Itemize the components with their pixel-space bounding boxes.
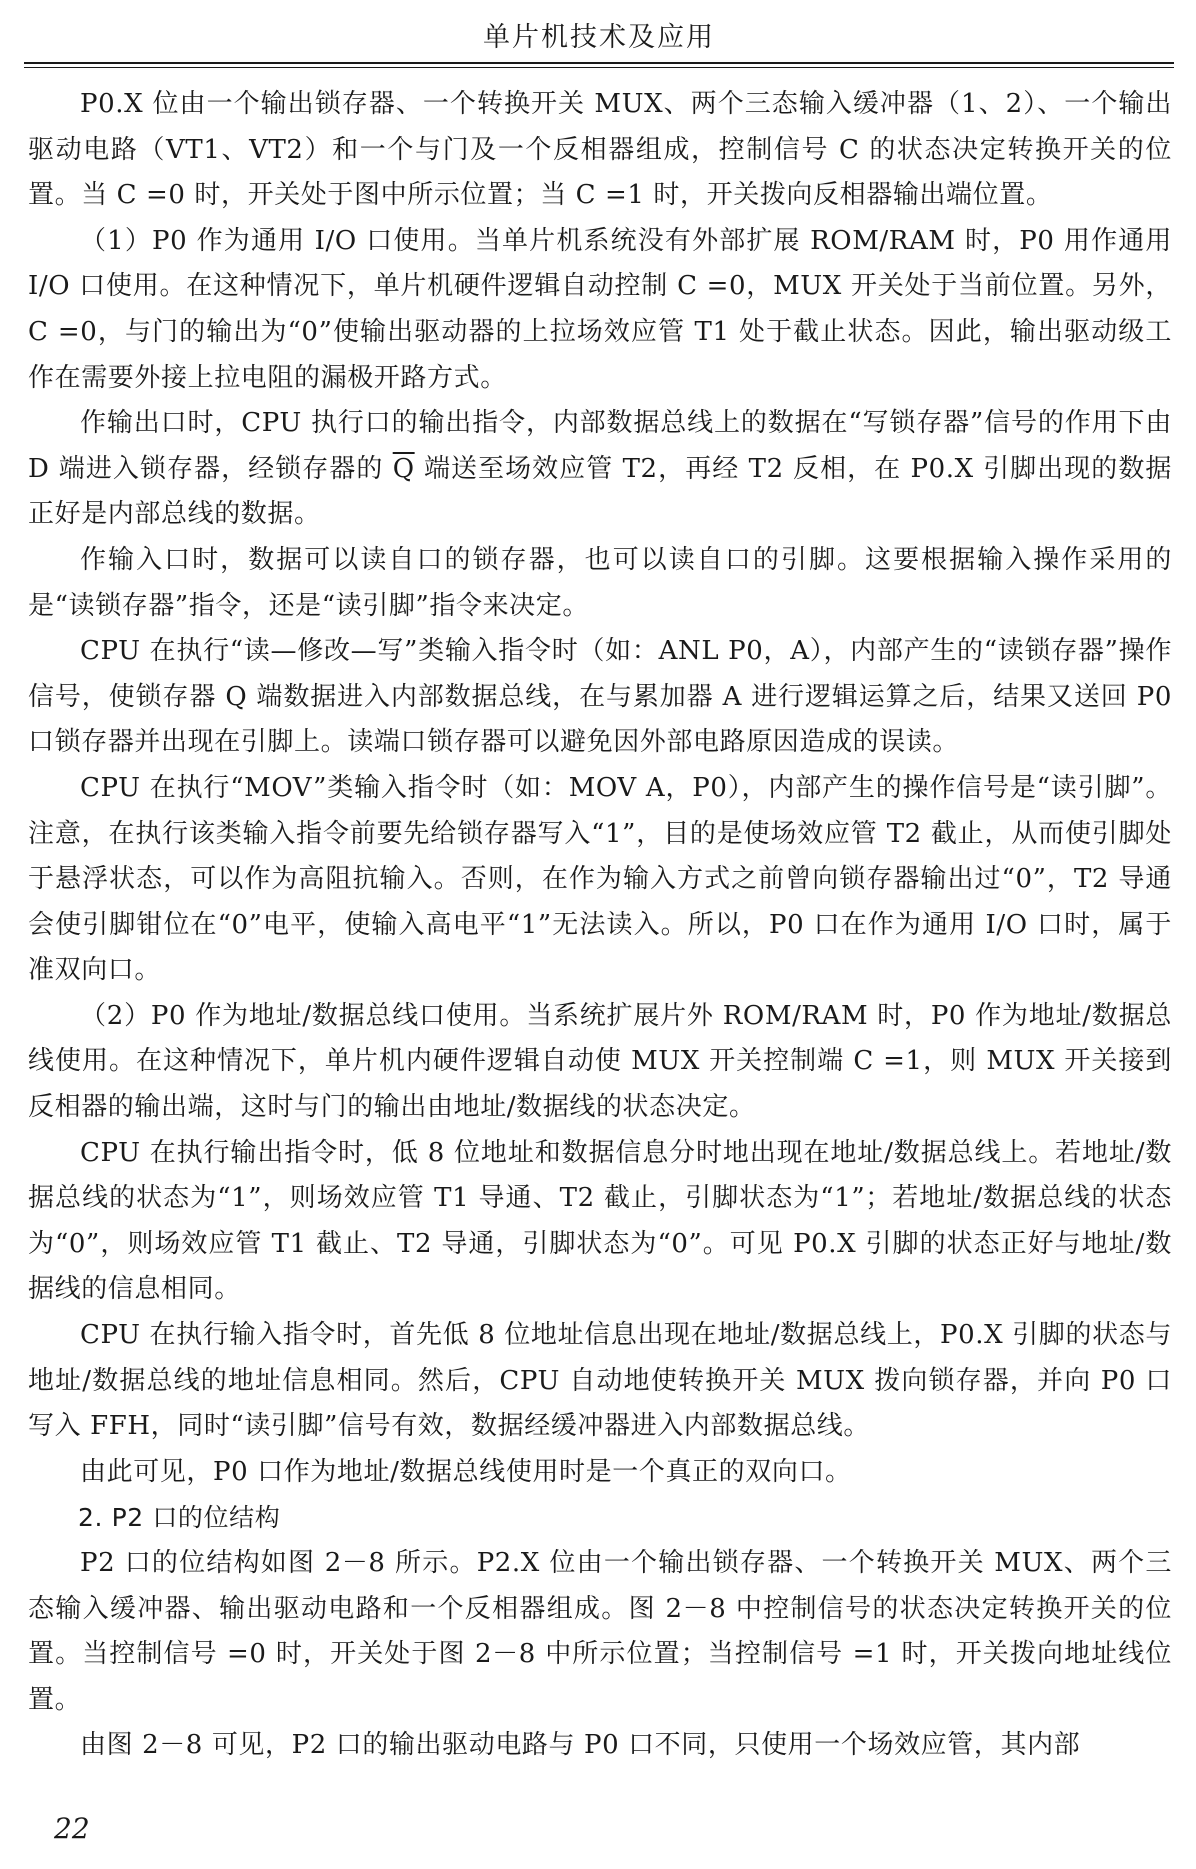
- paragraph-text: 端送至场效应管 T2，再经 T2 反相，在 P0.X 引脚出现的数据正好是内部总线的数据。: [28, 453, 1172, 530]
- section-heading: 2. P2 口的位结构: [78, 1503, 281, 1533]
- paragraph: CPU 在执行“读—修改—写”类输入指令时（如：ANL P0，A），内部产生的“读锁存器”操作信号，使锁存器 Q 端数据进入内部数据总线，在与累加器 A 进行逻辑运算之后，结果又送回 P0 口锁存器并出现在引脚上。读端口锁存器可以避免因外部电路原因造成的误读。: [28, 636, 1172, 758]
- paragraph: P2 口的位结构如图 2－8 所示。P2.X 位由一个输出锁存器、一个转换开关 MUX、两个三态输入缓冲器、输出驱动电路和一个反相器组成。图 2－8 中控制信号的状态决定转换开关的位置。当控制信号 =0 时，开关处于图 2－8 中所示位置；当控制信号 =1 时，开关拨向地址线位置。: [28, 1548, 1172, 1715]
- page-number: 22: [54, 1812, 90, 1845]
- body-text: [28, 82, 1172, 1769]
- paragraph: CPU 在执行输出指令时，低 8 位地址和数据信息分时地出现在地址/数据总线上。若地址/数据总线的状态为“1”，则场效应管 T1 导通、T2 截止，引脚状态为“1”；若地址/数据总线的状态为“0”，则场效应管 T1 截止、T2 导通，引脚状态为“0”。可见 P0.X 引脚的状态正好与地址/数据线的信息相同。: [28, 1137, 1172, 1305]
- header-rule-thick: [24, 62, 1174, 64]
- q-bar-symbol: $\overline{Q}$: [392, 453, 415, 484]
- paragraph: （2）P0 作为地址/数据总线口使用。当系统扩展片外 ROM/RAM 时，P0 作为地址/数据总线使用。在这种情况下，单片机内硬件逻辑自动使 MUX 开关控制端 C =1，则 MUX 开关接到反相器的输出端，这时与门的输出由地址/数据线的状态决定。: [28, 1000, 1172, 1123]
- paragraph: P0.X 位由一个输出锁存器、一个转换开关 MUX、两个三态输入缓冲器（1、2）、一个输出驱动电路（VT1、VT2）和一个与门及一个反相器组成，控制信号 C 的状态决定转换开关的位置。当 C =0 时，开关处于图中所示位置；当 C =1 时，开关拨向反相器输出端位置。: [28, 89, 1172, 211]
- paragraph: 作输入口时，数据可以读自口的锁存器，也可以读自口的引脚。这要根据输入操作采用的是“读锁存器”指令，还是“读引脚”指令来决定。: [28, 544, 1172, 621]
- running-header: 单片机技术及应用: [483, 22, 715, 53]
- paragraph: [28, 401, 1172, 538]
- paragraph: 由此可见，P0 口作为地址/数据总线使用时是一个真正的双向口。: [80, 1456, 852, 1487]
- header-rule-thin: [24, 67, 1174, 68]
- paragraph: CPU 在执行输入指令时，首先低 8 位地址信息出现在地址/数据总线上，P0.X 引脚的状态与地址/数据总线的地址信息相同。然后，CPU 自动地使转换开关 MUX 拨向锁存器，并向 P0 口写入 FFH，同时“读引脚”信号有效，数据经缓冲器进入内部数据总线。: [28, 1320, 1172, 1442]
- paragraph: CPU 在执行“MOV”类输入指令时（如：MOV A，P0），内部产生的操作信号是“读引脚”。注意，在执行该类输入指令前要先给锁存器写入“1”，目的是使场效应管 T2 截止，从而使引脚处于悬浮状态，可以作为高阻抗输入。否则，在作为输入方式之前曾向锁存器输出过“0”，T2 导通会使引脚钳位在“0”电平，使输入高电平“1”无法读入。所以，P0 口在作为通用 I/O 口时，属于准双向口。: [28, 772, 1172, 986]
- paragraph-text: 作输出口时，CPU 执行口的输出指令，内部数据总线上的数据在“写锁存器”信号的作用下由 D 端进入锁存器，经锁存器的: [28, 408, 1172, 484]
- paragraph: 由图 2－8 可见，P2 口的输出驱动电路与 P0 口不同，只使用一个场效应管，其内部: [80, 1730, 1081, 1761]
- paragraph: （1）P0 作为通用 I/O 口使用。当单片机系统没有外部扩展 ROM/RAM 时，P0 用作通用 I/O 口使用。在这种情况下，单片机硬件逻辑自动控制 C =0，MUX 开关处于当前位置。另外，C =0，与门的输出为“0”使输出驱动器的上拉场效应管 T1 处于截止状态。因此，输出驱动级工作在需要外接上拉电阻的漏极开路方式。: [28, 225, 1172, 393]
